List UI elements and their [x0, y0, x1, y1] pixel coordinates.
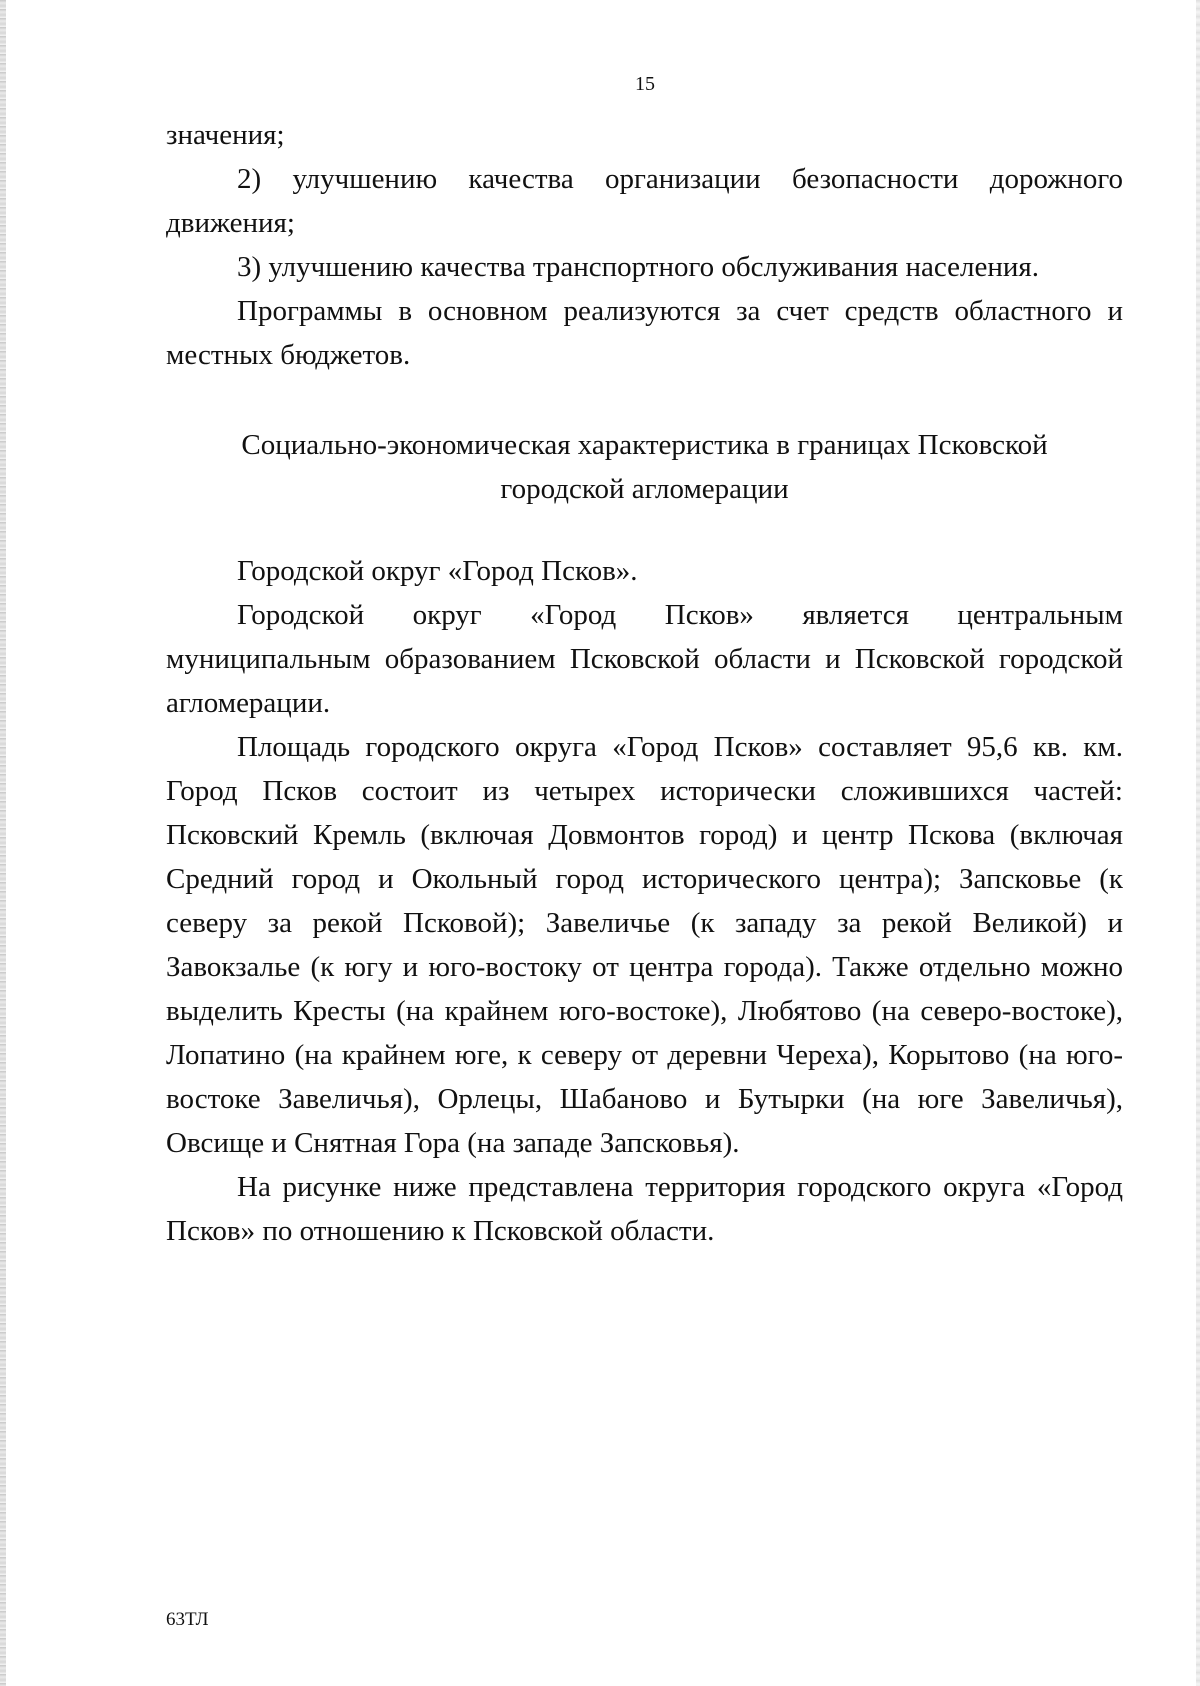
- figure-reference-paragraph: На рисунке ниже представлена территория городского округа «Город Псков» по отношению к Псковской области.: [166, 1171, 1123, 1247]
- district-title-paragraph: Городской округ «Город Псков».: [237, 555, 638, 587]
- intro-text-block: [166, 113, 1123, 377]
- funding-paragraph: Программы в основном реализуются за счет средств областного и местных бюджетов.: [166, 295, 1123, 371]
- list-item-2: 2) улучшению качества организации безопасности дорожного движения;: [166, 163, 1123, 239]
- scan-edge-right: [1196, 0, 1200, 1686]
- list-item-3: 3) улучшению качества транспортного обслуживания населения.: [237, 251, 1039, 283]
- paragraph-continuation: значения;: [166, 119, 285, 151]
- footer-document-code: 63ТЛ: [166, 1609, 209, 1630]
- section-heading-line-1: Социально-экономическая характеристика в границах Псковской: [241, 429, 1048, 461]
- section-heading-line-2: городской агломерации: [500, 473, 789, 505]
- page-number: 15: [635, 73, 655, 95]
- scan-edge-left: [0, 0, 6, 1686]
- district-area-paragraph: Площадь городского округа «Город Псков» составляет 95,6 кв. км. Город Псков состоит из четырех исторически сложившихся частей: Псковский Кремль (включая Довмонтов город) и центр Пскова (включая Средний город и Окольный город исторического центра); Запсковье (к северу за рекой Псковой); Завеличье (к западу за рекой Великой) и Завокзалье (к югу и юго-востоку от центра города). Также отдельно можно выделить Кресты (на крайнем юго-востоке), Любятово (на северо-востоке), Лопатино (на крайнем юге, к северу от деревни Череха), Корытово (на юго-востоке Завеличья), Орлецы, Шабаново и Бутырки (на юге Завеличья), Овсище и Снятная Гора (на западе Запсковья).: [166, 731, 1123, 1159]
- district-status-paragraph: Городской округ «Город Псков» является центральным муниципальным образованием Псковской области и Псковской городской агломерации.: [166, 599, 1123, 719]
- main-text-block: [166, 549, 1123, 1253]
- section-heading: [166, 423, 1123, 511]
